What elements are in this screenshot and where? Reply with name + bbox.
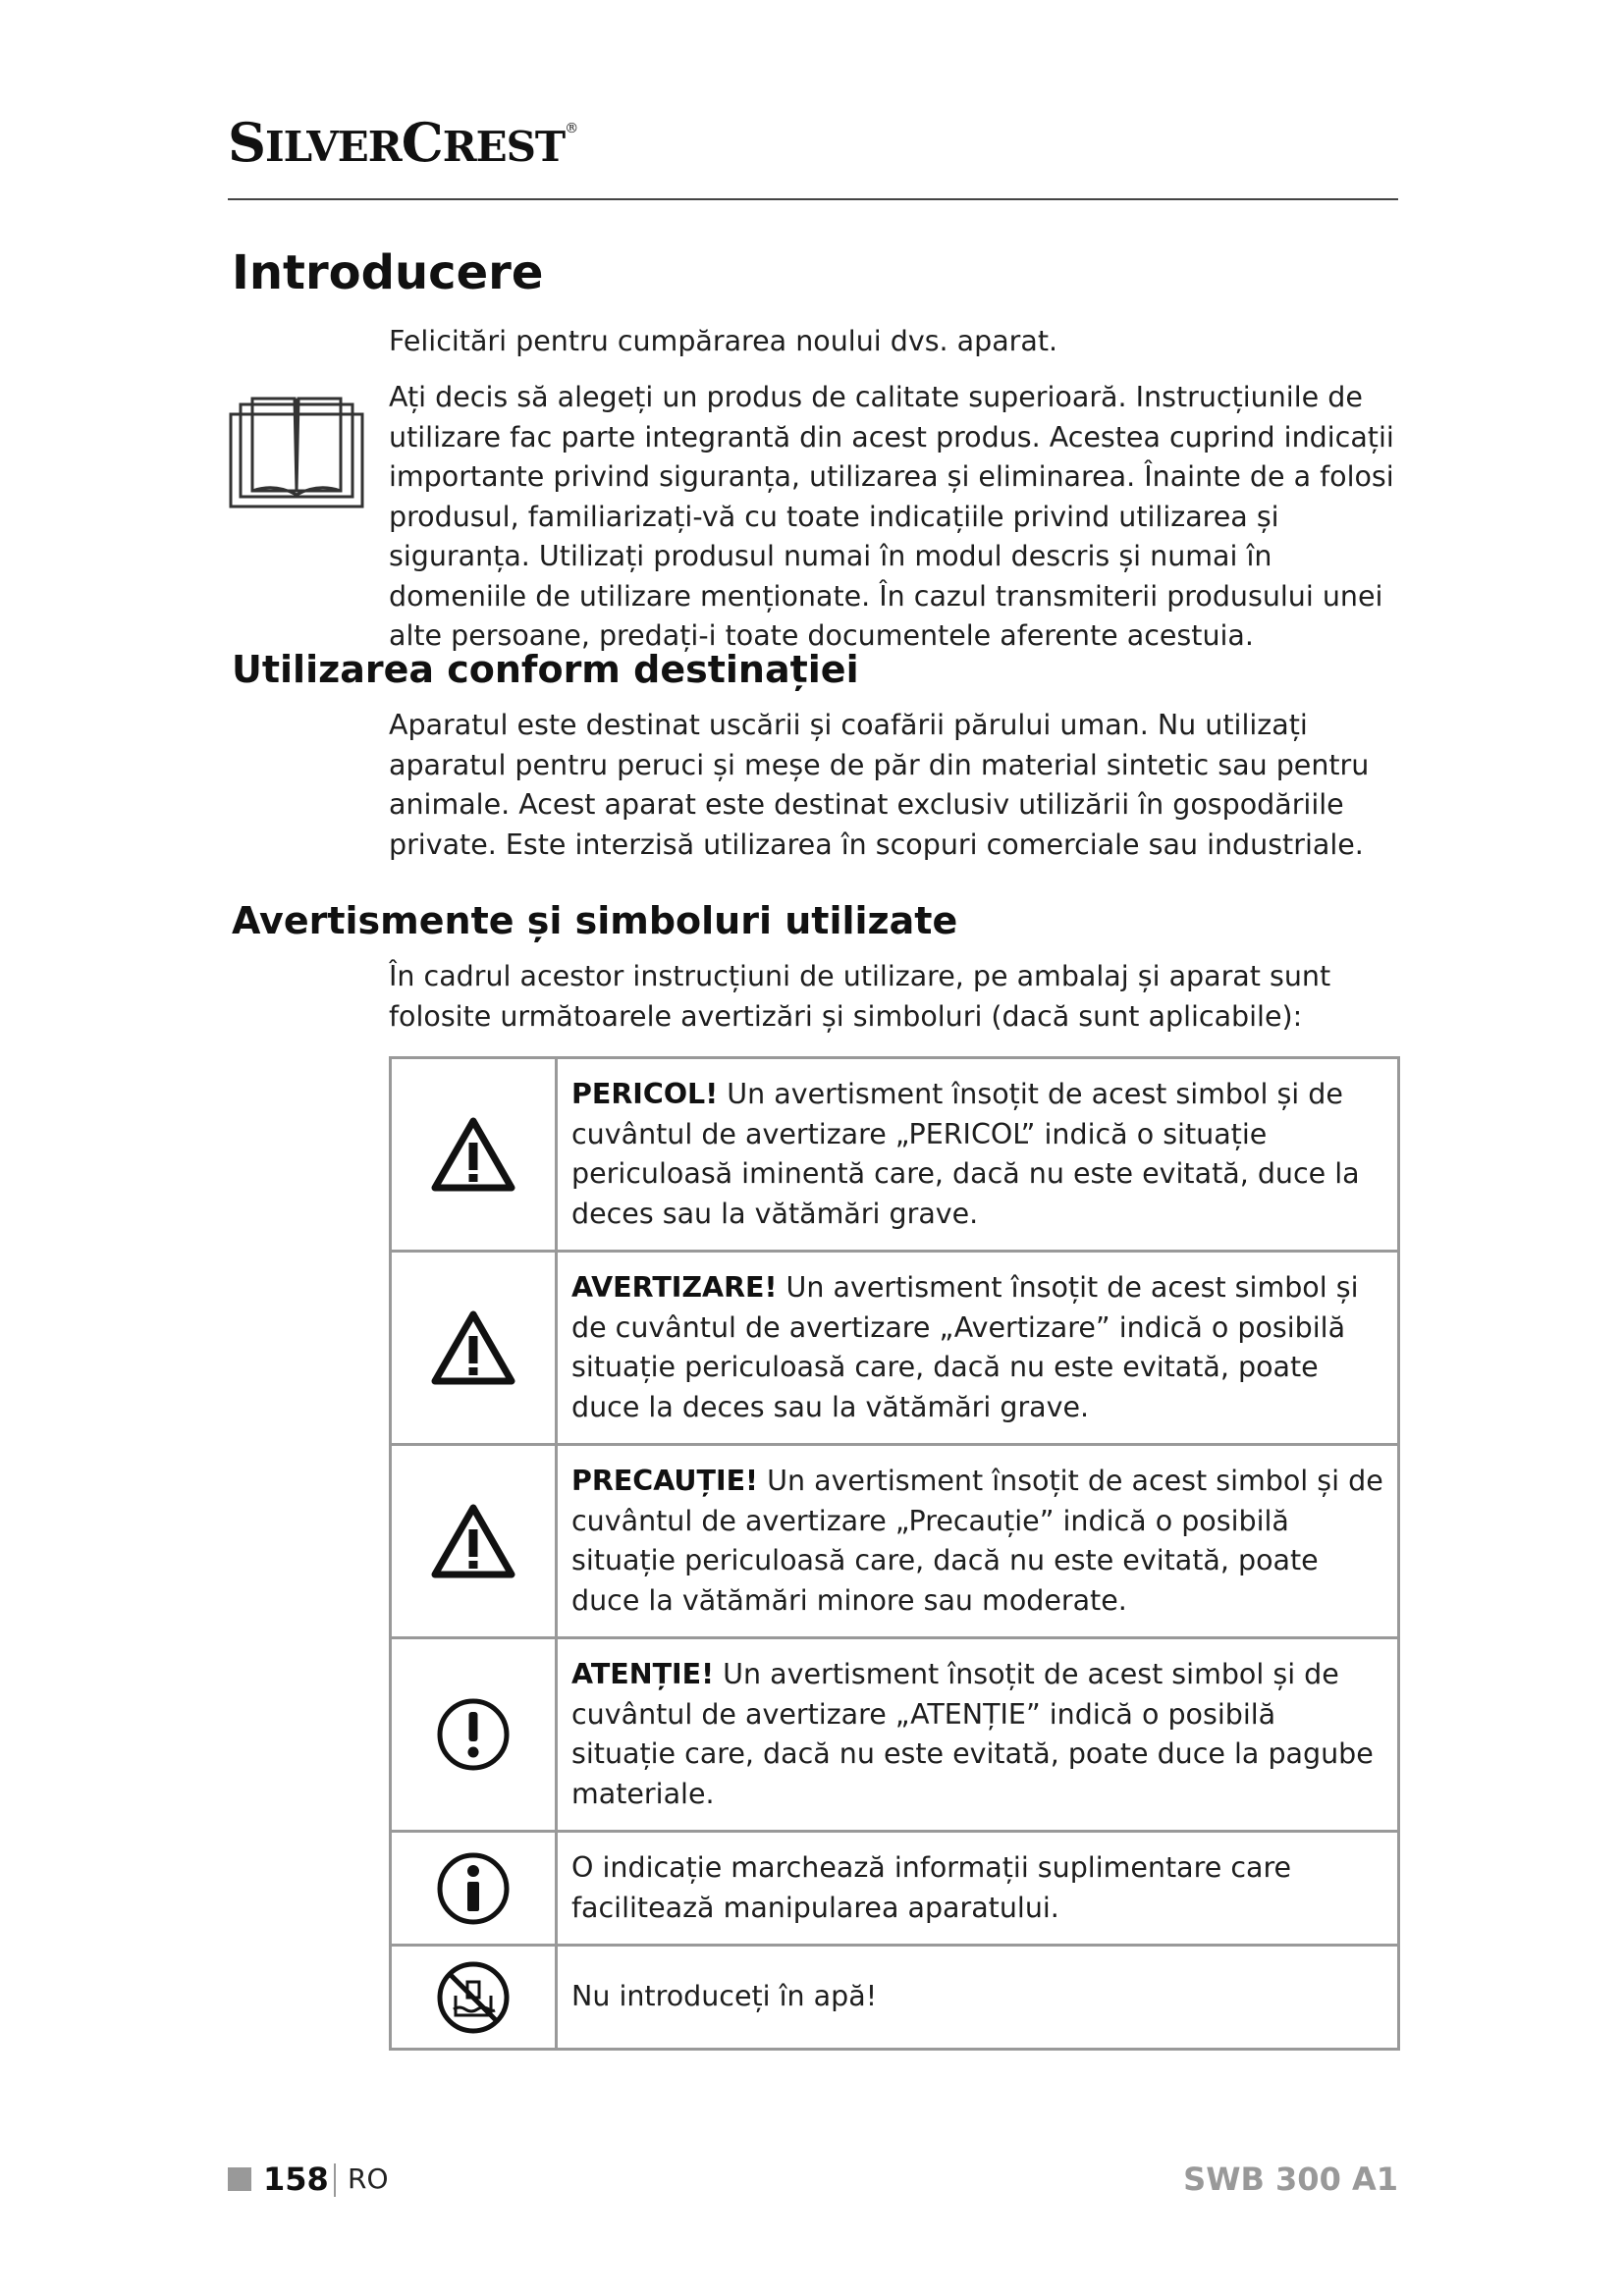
intro-lead: Felicitări pentru cumpărarea noului dvs. aparat. [389,325,1058,357]
symbol-cell [391,1058,557,1252]
warning-description [557,1252,1399,1445]
section-title-warnings: Avertismente și simboluri utilizate [232,899,958,942]
table-row [391,1058,1399,1252]
page-footer [228,2158,1398,2201]
warning-description [557,1832,1399,1946]
warning-text: Un avertisment însoțit de acest simbol și de cuvântul de avertizare „Precauție” indică o posibilă situație periculoasă care, dacă nu este evitată, poate duce la vătămări minore sau moderate. [571,1465,1383,1617]
section-title-intro: Introducere [232,245,544,300]
warning-description [557,1946,1399,2050]
table-row [391,1946,1399,2050]
table-row [391,1445,1399,1638]
table-row [391,1252,1399,1445]
symbol-cell [391,1946,557,2050]
logo-text: REST [442,123,566,171]
symbol-cell [391,1832,557,1946]
intro-body: Ați decis să alegeți un produs de calitate superioară. Instrucțiunile de utilizare fac parte integrantă din acest produs. Acestea cuprind indicații importante privind siguranța, utilizarea și eliminarea. Înainte de a folosi produsul, familiarizați-vă cu toate indicațiile privind utilizarea și siguranța. Utilizați produsul numai în modul descris și numai în domeniile de utilizare menționate. În cazul transmiterii produsului unei alte persoane, predați-i toate documentele aferente acestuia. [389,381,1394,652]
warning-keyword: AVERTIZARE! [571,1271,778,1304]
warning-description [557,1058,1399,1252]
no-water-icon [434,1958,513,2037]
symbol-cell [391,1638,557,1832]
symbol-cell [391,1445,557,1638]
brand-logo [228,111,578,174]
logo-text: S [228,111,265,174]
warning-description [557,1445,1399,1638]
warning-keyword: PRECAUȚIE! [571,1465,759,1497]
warning-text: Nu introduceți în apă! [571,1980,878,2013]
footer-separator [334,2163,336,2197]
warning-text: O indicație marchează informații suplimentare care facilitează manipularea aparatului. [571,1851,1292,1924]
footer-square-icon [228,2167,251,2191]
registered-mark: ® [565,121,578,136]
warning-triangle-icon [429,1115,517,1194]
warning-triangle-icon [429,1502,517,1580]
usage-body: Aparatul este destinat uscării și coafării părului uman. Nu utilizați aparatul pentru peruci și meșe de păr din material sintetic sau pentru animale. Acest aparat este destinat exclusiv utilizării în gospodăriile private. Este interzisă utilizarea în scopuri comerciale sau industriale. [389,709,1370,861]
table-row [391,1832,1399,1946]
exclamation-circle-icon [434,1695,513,1774]
warning-text: Un avertisment însoțit de acest simbol și de cuvântul de avertizare „Avertizare” indică o posibilă situație periculoasă care, dacă nu este evitată, poate duce la deces sau la vătămări grave. [571,1271,1359,1423]
warning-keyword: ATENȚIE! [571,1658,715,1690]
model-number: SWB 300 A1 [1183,2161,1398,2198]
warnings-intro: În cadrul acestor instrucțiuni de utilizare, pe ambalaj și aparat sunt folosite următoarele avertizări și simboluri (dacă sunt aplicabile): [389,960,1331,1033]
table-row [391,1638,1399,1832]
warning-description [557,1638,1399,1832]
warning-triangle-icon [429,1308,517,1387]
section-title-usage: Utilizarea conform destinației [232,648,859,691]
logo-text: ILVER [265,123,402,171]
book-icon [228,393,365,510]
header-divider [228,198,1398,200]
info-circle-icon [434,1849,513,1928]
page-number: 158 [263,2161,329,2198]
warning-text: Un avertisment însoțit de acest simbol și de cuvântul de avertizare „PERICOL” indică o situație periculoasă iminentă care, dacă nu este evitată, duce la deces sau la vătămări grave. [571,1078,1360,1230]
symbol-cell [391,1252,557,1445]
logo-text: C [401,111,443,174]
warning-symbols-table [389,1056,1400,2051]
language-code: RO [348,2163,389,2195]
warning-keyword: PERICOL! [571,1078,719,1110]
warning-text: Un avertisment însoțit de acest simbol și de cuvântul de avertizare „ATENȚIE” indică o posibilă situație care, dacă nu este evitată, poate duce la pagube materiale. [571,1658,1374,1810]
